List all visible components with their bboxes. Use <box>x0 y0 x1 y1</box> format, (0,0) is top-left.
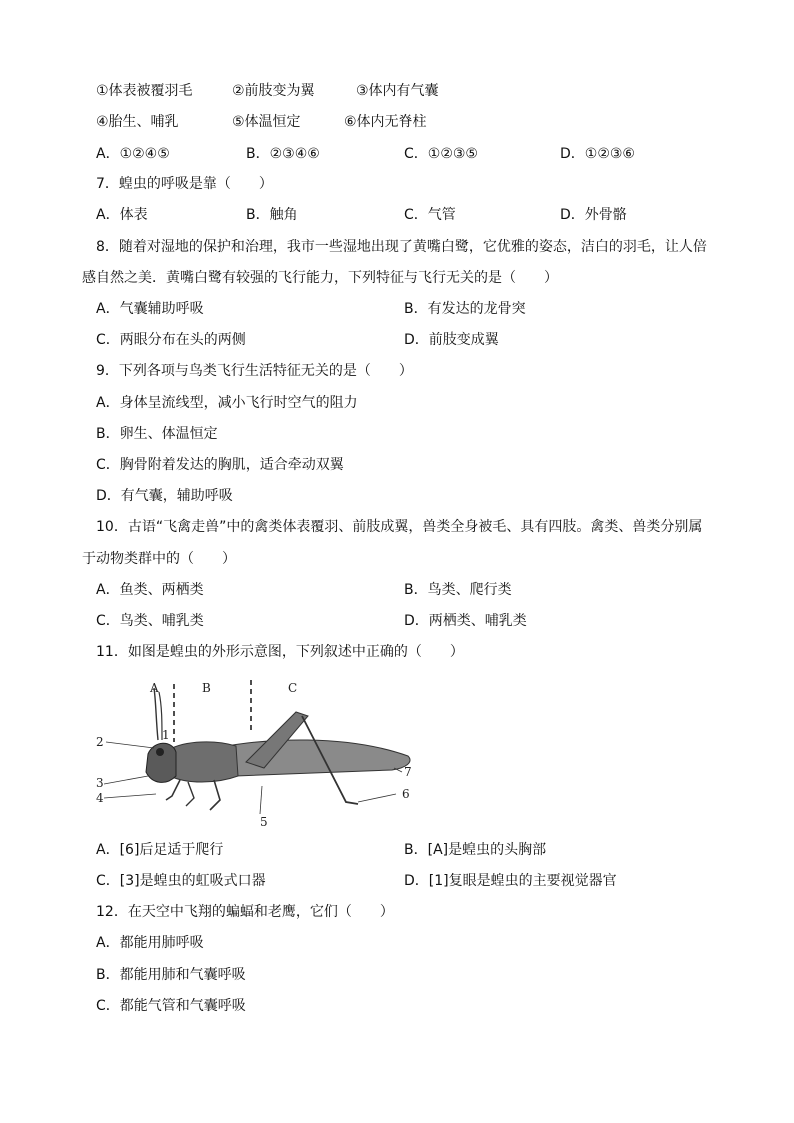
thorax <box>168 742 238 782</box>
q11-choice-a: A．[6]后足适于爬行 <box>96 842 224 858</box>
part-label-3: 3 <box>96 776 104 790</box>
part-label-4: 4 <box>96 791 104 805</box>
q12-choice-a: A．都能用肺呼吸 <box>96 935 204 951</box>
q6-choice-a: A．①②④⑤ <box>96 146 170 162</box>
wing <box>216 740 410 776</box>
part-label-2: 2 <box>96 735 104 749</box>
q8-choice-d: D．前肢变成翼 <box>404 332 499 348</box>
q6-feature-1: ①体表被覆羽毛 <box>96 83 193 99</box>
q11-choice-d: D．[1]复眼是蝗虫的主要视觉器官 <box>404 873 617 889</box>
q10-stem-line1: 10．古语“飞禽走兽”中的禽类体表覆羽、前肢成翼，兽类全身被毛、具有四肢。禽类、兽类分别属 <box>96 519 703 535</box>
part-label-5: 5 <box>260 815 268 828</box>
q6-feature-4: ④胎生、哺乳 <box>96 114 179 130</box>
q12-stem: 12．在天空中飞翔的蝙蝠和老鹰，它们（ ） <box>96 904 394 920</box>
locust-drawing <box>96 676 426 828</box>
q6-feature-2: ②前肢变为翼 <box>232 83 315 99</box>
q8-choice-c: C．两眼分布在头的两侧 <box>96 332 246 348</box>
part-label-7: 7 <box>404 765 412 779</box>
compound-eye <box>156 748 164 756</box>
q11-choice-b: B．[A]是蝗虫的头胸部 <box>404 842 547 858</box>
q9-choice-b: B．卵生、体温恒定 <box>96 426 218 442</box>
q8-stem-line2: 感自然之美．黄嘴白鹭有较强的飞行能力，下列特征与飞行无关的是（ ） <box>82 270 558 286</box>
q7-stem: 7．蝗虫的呼吸是靠（ ） <box>96 176 273 192</box>
q9-choice-d: D．有气囊，辅助呼吸 <box>96 488 233 504</box>
front-leg <box>166 780 180 800</box>
q6-feature-3: ③体内有气囊 <box>356 83 439 99</box>
q8-choice-a: A．气囊辅助呼吸 <box>96 301 204 317</box>
q6-choice-d: D．①②③⑥ <box>560 146 635 162</box>
q10-choice-d: D．两栖类、哺乳类 <box>404 613 527 629</box>
part-label-6: 6 <box>402 787 410 801</box>
q9-stem: 9．下列各项与鸟类飞行生活特征无关的是（ ） <box>96 363 413 379</box>
locust-diagram <box>96 676 426 828</box>
q10-choice-b: B．鸟类、爬行类 <box>404 582 512 598</box>
q6-choice-b: B．②③④⑥ <box>246 146 320 162</box>
q7-choice-a: A．体表 <box>96 207 148 223</box>
middle-leg <box>210 780 220 810</box>
region-label-c: C <box>288 681 298 695</box>
part-label-1: 1 <box>162 728 170 742</box>
antenna <box>154 688 158 740</box>
q6-feature-6: ⑥体内无脊柱 <box>344 114 427 130</box>
q11-stem: 11．如图是蝗虫的外形示意图，下列叙述中正确的（ ） <box>96 644 464 660</box>
region-label-b: B <box>202 681 211 695</box>
q9-choice-a: A．身体呈流线型，减小飞行时空气的阻力 <box>96 395 358 411</box>
q9-choice-c: C．胸骨附着发达的胸肌，适合牵动双翼 <box>96 457 344 473</box>
q6-choice-c: C．①②③⑤ <box>404 146 478 162</box>
q12-choice-c: C．都能气管和气囊呼吸 <box>96 998 246 1014</box>
q8-stem-line1: 8．随着对湿地的保护和治理，我市一些湿地出现了黄嘴白鹭，它优雅的姿态，洁白的羽毛，让人倍 <box>96 239 707 255</box>
q7-choice-c: C．气管 <box>404 207 456 223</box>
q7-choice-b: B．触角 <box>246 207 298 223</box>
q10-stem-line2: 于动物类群中的（ ） <box>82 551 236 567</box>
q10-choice-a: A．鱼类、两栖类 <box>96 582 204 598</box>
q8-choice-b: B．有发达的龙骨突 <box>404 301 526 317</box>
q7-choice-d: D．外骨骼 <box>560 207 627 223</box>
q11-choice-c: C．[3]是蝗虫的虹吸式口器 <box>96 873 266 889</box>
q6-feature-5: ⑤体温恒定 <box>232 114 301 130</box>
region-label-a: A <box>150 681 159 695</box>
q10-choice-c: C．鸟类、哺乳类 <box>96 613 204 629</box>
q12-choice-b: B．都能用肺和气囊呼吸 <box>96 967 246 983</box>
